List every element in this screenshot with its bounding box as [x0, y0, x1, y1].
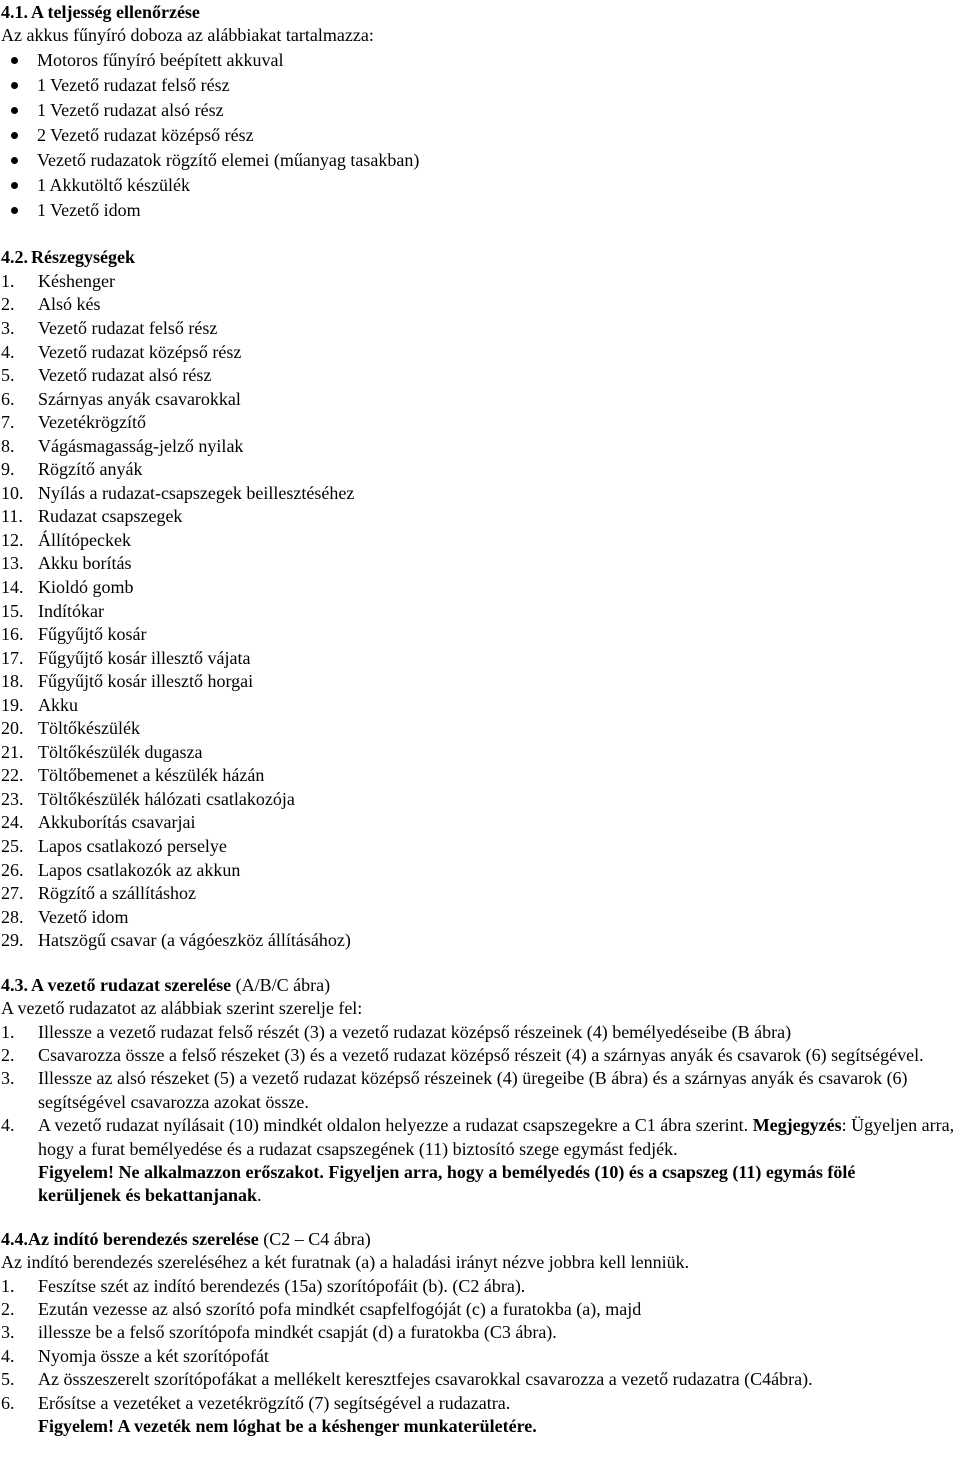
part-list-item — [0, 341, 960, 365]
bullet-icon — [11, 57, 18, 64]
part-name: Vezetékrögzítő — [38, 412, 146, 433]
part-number: 29. — [1, 930, 24, 951]
part-number: 13. — [1, 553, 24, 574]
step-number: 4. — [1, 1115, 15, 1136]
starter-warning — [0, 1415, 960, 1438]
part-number: 23. — [1, 788, 24, 809]
section-intro: Az indító berendezés szereléséhez a két furatnak (a) a haladási irányt nézve jobbra kell lenniük. — [1, 1252, 690, 1273]
part-name: Nyílás a rudazat-csapszegek beillesztéséhez — [38, 482, 355, 503]
part-number: 21. — [1, 741, 24, 762]
part-number: 24. — [1, 812, 24, 833]
list-item: 1 Akkutöltő készülék — [0, 173, 960, 198]
part-list-item — [0, 388, 960, 412]
step-text: Ezután vezesse az alsó szorító pofa mindkét csapfelfogóját (c) a furatokba (a), majd — [38, 1299, 642, 1320]
part-list-item — [0, 364, 960, 388]
bullet-icon — [11, 107, 18, 114]
step-item — [0, 1044, 960, 1067]
part-name: Vezető rudazat alsó rész — [38, 365, 212, 386]
section-number: 4.3. — [1, 974, 28, 995]
section-number: 4.4. — [1, 1228, 28, 1249]
part-name: Vezető rudazat felső rész — [38, 317, 218, 338]
section-intro: Az akkus fűnyíró doboza az alábbiakat tartalmazza: — [1, 25, 374, 46]
part-name: Késhenger — [38, 270, 115, 291]
part-name: Fűgyűjtő kosár illesztő vájata — [38, 647, 251, 668]
figure-reference: (A/B/C ábra) — [231, 974, 331, 995]
note-label: Megjegyzés — [752, 1115, 842, 1136]
part-list-item — [0, 458, 960, 482]
step-number: 1. — [1, 1275, 15, 1296]
part-list-item — [0, 859, 960, 883]
step-text: Erősítse a vezetéket a vezetékrögzítő (7) segítségével a rudazatra. — [38, 1392, 511, 1413]
list-item: Vezető rudazatok rögzítő elemei (műanyag tasakban) — [0, 148, 960, 173]
part-name: Rögzítő anyák — [38, 459, 143, 480]
step-number: 2. — [1, 1044, 15, 1065]
part-name: Szárnyas anyák csavarokkal — [38, 388, 241, 409]
part-number: 27. — [1, 883, 24, 904]
bullet-icon — [11, 182, 18, 189]
part-number: 6. — [1, 388, 15, 409]
part-name: Alsó kés — [38, 294, 101, 315]
part-list-item — [0, 529, 960, 553]
list-item: 1 Vezető rudazat felső rész — [0, 73, 960, 98]
step-item — [0, 1067, 960, 1114]
part-number: 7. — [1, 412, 15, 433]
part-list-item — [0, 811, 960, 835]
parts-list — [0, 270, 960, 953]
section-heading-handle-assembly — [0, 974, 960, 997]
part-number: 10. — [1, 482, 24, 503]
part-number: 11. — [1, 506, 23, 527]
part-number: 15. — [1, 600, 24, 621]
step-text: Illessze az alsó részeket (5) a vezető rudazat középső részeinek (4) üregeibe (B ábra) és a szárnyas anyák és csavarok (6) segítségével csavarozza azokat össze. — [38, 1068, 908, 1112]
step-text: Nyomja össze a két szorítópofát — [38, 1345, 269, 1366]
part-number: 28. — [1, 906, 24, 927]
part-name: Töltőbemenet a készülék házán — [38, 765, 265, 786]
part-list-item — [0, 623, 960, 647]
part-number: 2. — [1, 294, 15, 315]
part-list-item — [0, 764, 960, 788]
part-name: Töltőkészülék dugasza — [38, 741, 203, 762]
part-list-item — [0, 647, 960, 671]
manual-page — [0, 1, 960, 1438]
step-number: 4. — [1, 1345, 15, 1366]
section-intro: A vezető rudazatot az alábbiak szerint szerelje fel: — [1, 998, 363, 1019]
part-name: Rögzítő a szállításhoz — [38, 883, 196, 904]
figure-reference: (C2 – C4 ábra) — [258, 1228, 371, 1249]
step-item — [0, 1275, 960, 1298]
part-list-item — [0, 552, 960, 576]
step-text: Illessze a vezető rudazat felső részét (3) a vezető rudazat középső részeinek (4) bemélyedéseibe (B ábra) — [38, 1021, 792, 1042]
part-number: 4. — [1, 341, 15, 362]
part-list-item — [0, 670, 960, 694]
section-heading-starter-assembly — [0, 1228, 960, 1251]
part-list-item — [0, 317, 960, 341]
part-list-item — [0, 694, 960, 718]
part-name: Akkuborítás csavarjai — [38, 812, 196, 833]
part-number: 26. — [1, 859, 24, 880]
part-name: Rudazat csapszegek — [38, 506, 183, 527]
part-list-item — [0, 929, 960, 953]
bullet-icon — [11, 82, 18, 89]
part-number: 12. — [1, 529, 24, 550]
step-number: 6. — [1, 1392, 15, 1413]
bullet-icon — [11, 207, 18, 214]
step-item — [0, 1345, 960, 1368]
step-item — [0, 1298, 960, 1321]
warning-text-continued: kerüljenek és bekattanjanak — [38, 1185, 258, 1206]
step-number: 3. — [1, 1322, 15, 1343]
part-number: 5. — [1, 365, 15, 386]
part-list-item — [0, 882, 960, 906]
list-item: Motoros fűnyíró beépített akkuval — [0, 48, 960, 73]
part-list-item — [0, 741, 960, 765]
part-list-item — [0, 482, 960, 506]
section-title: A teljesség ellenőrzése — [31, 2, 200, 22]
section-title: Részegységek — [31, 247, 135, 268]
part-number: 22. — [1, 765, 24, 786]
list-item: 1 Vezető idom — [0, 198, 960, 223]
step-number: 3. — [1, 1068, 15, 1089]
part-name: Fűgyűjtő kosár illesztő horgai — [38, 671, 254, 692]
part-number: 20. — [1, 718, 24, 739]
section-heading-parts — [0, 246, 960, 269]
part-list-item — [0, 717, 960, 741]
part-name: Lapos csatlakozó perselye — [38, 836, 227, 856]
section-heading-completeness — [0, 1, 960, 24]
step-item — [0, 1021, 960, 1044]
list-item: 1 Vezető rudazat alsó rész — [0, 98, 960, 123]
step-text: Csavarozza össze a felső részeket (3) és a vezető rudazat középső részeit (4) a szárnyas anyák és csavarok (6) segítségével. — [38, 1044, 924, 1065]
part-list-item — [0, 600, 960, 624]
part-name: Fűgyűjtő kosár — [38, 624, 147, 645]
list-item: 2 Vezető rudazat középső rész — [0, 123, 960, 148]
part-list-item — [0, 435, 960, 459]
part-name: Állítópeckek — [38, 529, 131, 550]
warning-text: Figyelem! Ne alkalmazzon erőszakot. Figyeljen arra, hogy a bemélyedés (10) és a csapszeg (11) egymás fölé — [38, 1161, 856, 1182]
part-name: Kioldó gomb — [38, 576, 134, 597]
step-text: A vezető rudazat nyílásait (10) mindkét oldalon helyezze a rudazat csapszegekre a C1 ábra szerint. — [38, 1115, 753, 1136]
part-number: 14. — [1, 576, 24, 597]
step-text: illessze be a felső szorítópofa mindkét csapját (d) a furatokba (C3 ábra). — [38, 1322, 557, 1343]
part-list-item — [0, 293, 960, 317]
step-text: Az összeszerelt szorítópofákat a mellékelt keresztfejes csavarokkal csavarozza a vezető rudazatra (C4ábra). — [38, 1369, 813, 1390]
part-name: Töltőkészülék hálózati csatlakozója — [38, 788, 295, 809]
warning-text: Figyelem! A vezeték nem lóghat be a késhenger munkaterületére. — [38, 1416, 537, 1437]
part-number: 9. — [1, 459, 15, 480]
part-list-item — [0, 788, 960, 812]
starter-steps — [0, 1275, 960, 1415]
part-number: 19. — [1, 694, 24, 715]
bullet-icon — [11, 157, 18, 164]
part-number: 8. — [1, 435, 15, 456]
part-name: Akku — [38, 694, 78, 715]
section-number: 4.1. — [1, 2, 28, 22]
step-number: 1. — [1, 1021, 15, 1042]
note-text: Ügyeljen arra, hogy a furat bemélyedése és a rudazat csapszegének (11) biztosító szege egymást fedjék. — [38, 1115, 955, 1159]
part-list-item — [0, 411, 960, 435]
section-number: 4.2. — [1, 247, 28, 268]
step-item: 4. A vezető rudazat nyílásait (10) mindkét oldalon helyezze a rudazat csapszegekre a C1 ábra szerint. Megjegyzés: Ügyeljen arra, hogy a furat bemélyedése és a rudazat csapszegének (11) biztosító szege egymást fedjék. Figyelem! Ne alkalmazzon erőszakot. Figyeljen arra, hogy a bemélyedés (10) és a csapszeg (11) egymás fölé kerüljenek és bekattanjanak. — [1, 1115, 955, 1206]
part-number: 1. — [1, 270, 15, 291]
part-list-item — [0, 576, 960, 600]
step-item — [0, 1368, 960, 1391]
part-number: 16. — [1, 624, 24, 645]
part-number: 18. — [1, 671, 24, 692]
section-title: Az indító berendezés szerelése — [28, 1228, 259, 1249]
step-number: 2. — [1, 1299, 15, 1320]
step-number: 5. — [1, 1369, 15, 1390]
step-item — [0, 1392, 960, 1415]
package-contents-list — [0, 48, 960, 224]
part-number: 17. — [1, 647, 24, 668]
part-name: Töltőkészülék — [38, 718, 140, 739]
part-name: Akku borítás — [38, 553, 132, 574]
section-title: A vezető rudazat szerelése — [31, 974, 232, 995]
part-number: 25. — [1, 836, 24, 856]
part-list-item — [0, 505, 960, 529]
part-number: 3. — [1, 317, 15, 338]
part-name: Vezető rudazat középső rész — [38, 341, 242, 362]
part-name: Indítókar — [38, 600, 104, 621]
part-list-item — [0, 835, 960, 859]
part-name: Hatszögű csavar (a vágóeszköz állításához) — [38, 930, 351, 951]
part-name: Lapos csatlakozók az akkun — [38, 859, 241, 880]
part-list-item — [0, 270, 960, 294]
step-item — [0, 1321, 960, 1344]
part-name: Vágásmagasság-jelző nyilak — [38, 435, 244, 456]
part-list-item — [0, 906, 960, 930]
part-name: Vezető idom — [38, 906, 129, 927]
bullet-icon — [11, 132, 18, 139]
step-text: Feszítse szét az indító berendezés (15a) szorítópofáit (b). (C2 ábra). — [38, 1275, 526, 1296]
assembly-steps — [0, 1021, 960, 1208]
